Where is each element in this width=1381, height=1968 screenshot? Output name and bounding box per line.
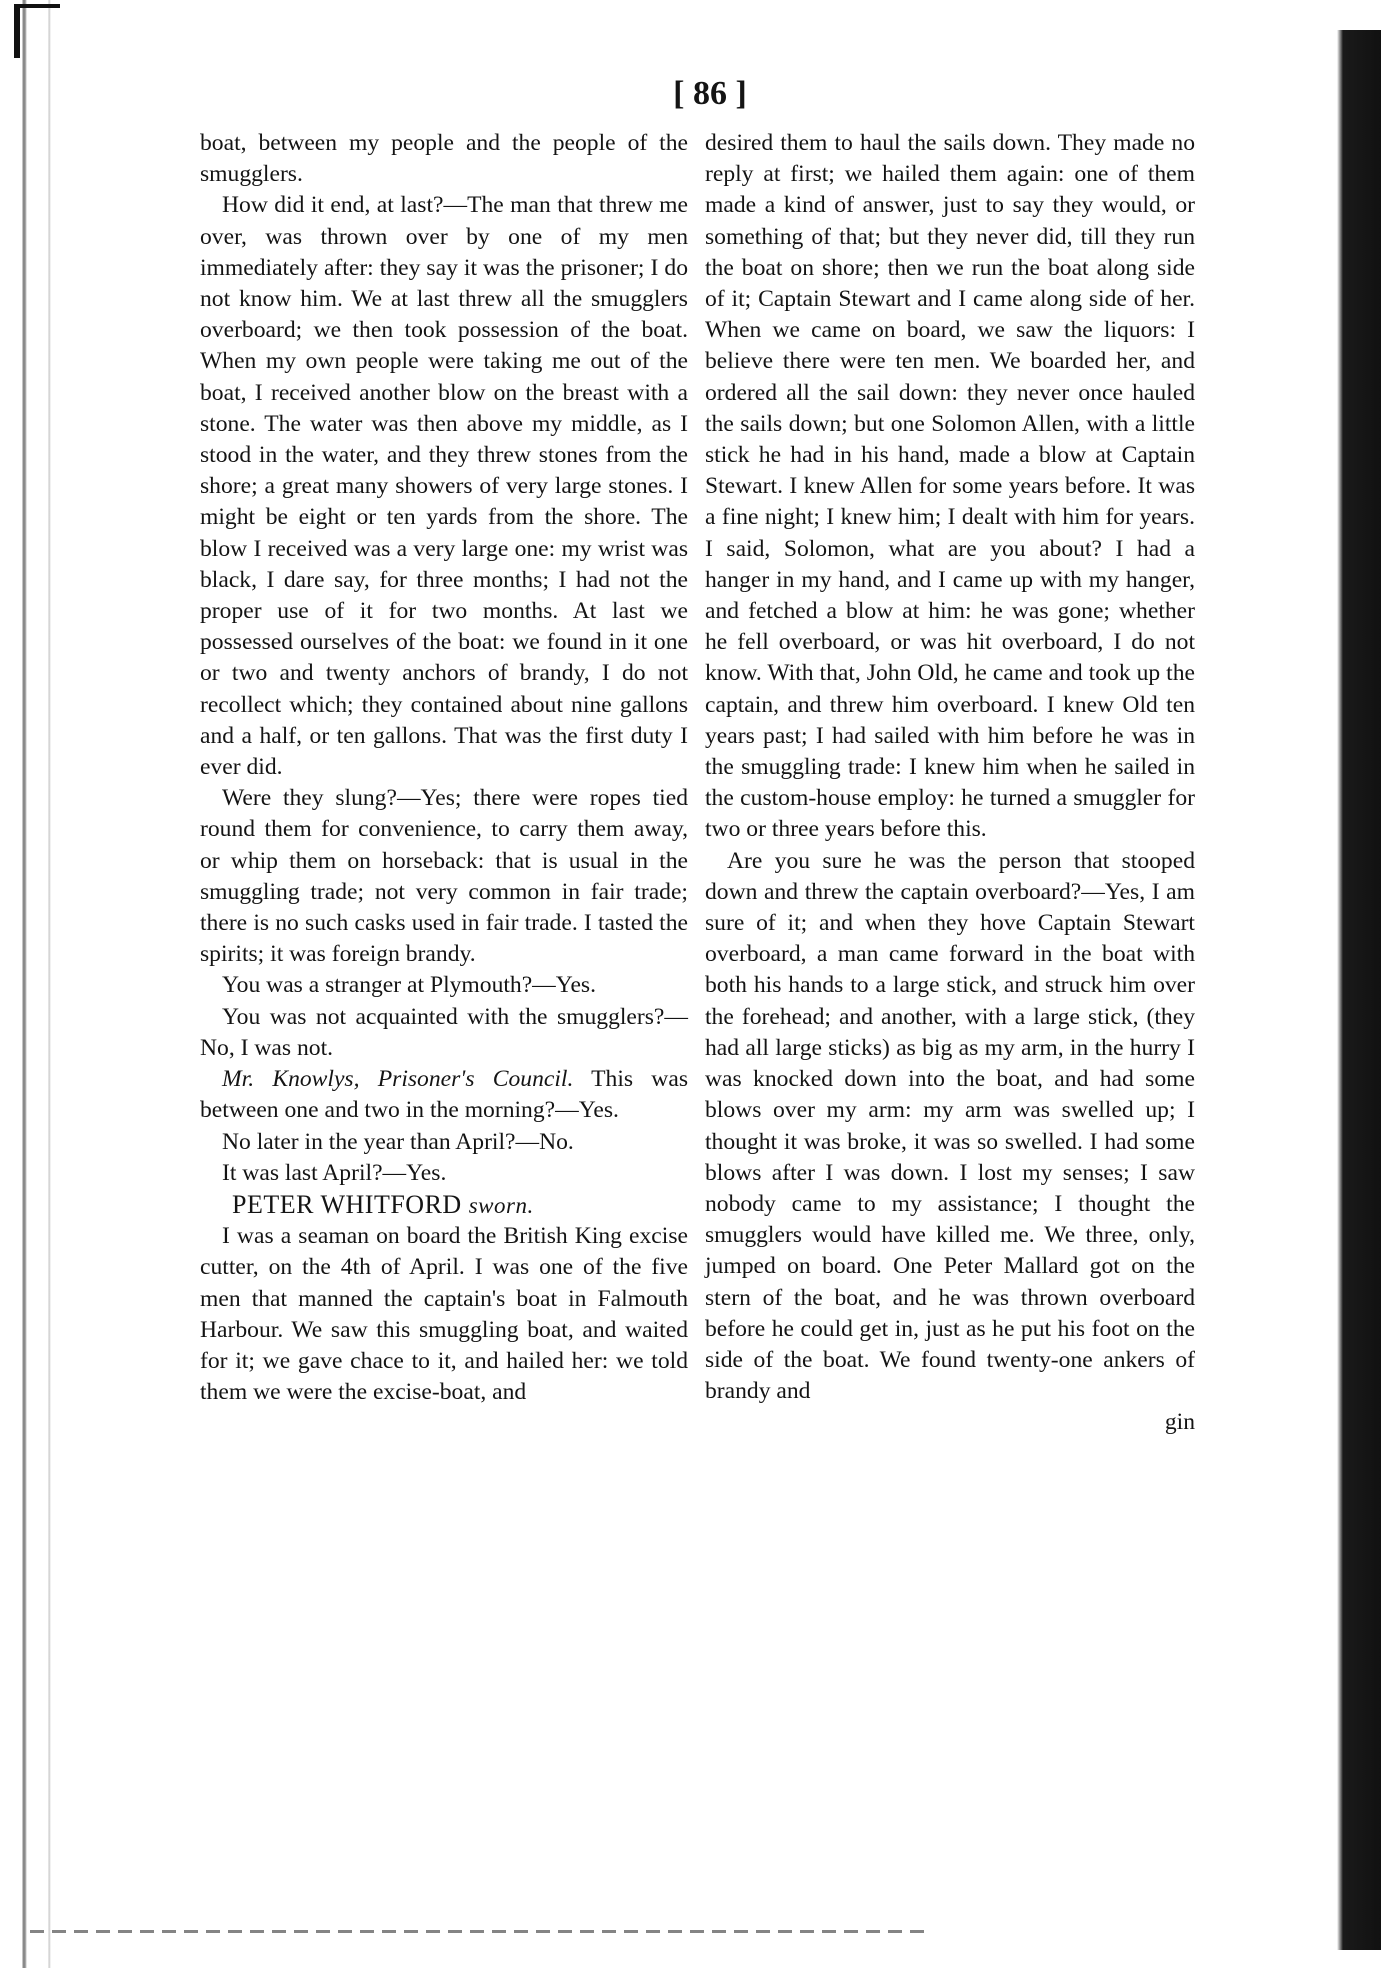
witness-name: PETER WHITFORD: [232, 1189, 462, 1219]
right-column: [705, 128, 1195, 1439]
paragraph: You was a stranger at Plymouth?—Yes.: [222, 972, 597, 999]
paragraph: No later in the year than April?—No.: [222, 1128, 574, 1155]
catchword: gin: [1164, 1409, 1195, 1436]
speaker-name: Mr. Knowlys, Prisoner's Council.: [222, 1066, 574, 1093]
paragraph: [200, 1064, 688, 1126]
paragraph: boat, between my people and the people of the smugglers.: [200, 130, 688, 188]
sworn-label: sworn.: [468, 1192, 534, 1218]
scan-edge-left: [0, 0, 70, 1968]
paragraph: Are you sure he was the person that stooped down and threw the captain overboard?—Yes, I am sure of it; and when they hove Captain Stewart overboard, a man came forward in the boat with both his hands to a large stick, and struck him over the forehead; and another, with a large stick, (they had all large sticks) as big as my arm, in the hurry I was knocked down into the boat, and had some blows over my arm: my arm was swelled up; I thought it was broke, it was so swelled. I had some blows after I was down. I lost my senses; I saw nobody came to my assistance; I thought the smugglers would have killed me. We three, only, jumped on board. One Peter Mallard got on the stern of the boat, and he was thrown overboard before he could get in, just as he put his foot on the side of the boat. We found twenty-one ankers of brandy and: [705, 847, 1195, 1405]
scan-edge-bottom: [30, 1930, 930, 1933]
paragraph-text: This was between one and two in the morning?—Yes.: [200, 1066, 688, 1124]
page-number: [ 86 ]: [673, 75, 747, 112]
paragraph: You was not acquainted with the smugglers?—No, I was not.: [200, 1003, 688, 1061]
witness-heading: [200, 1189, 688, 1221]
scan-corner-mark: [14, 4, 60, 58]
paragraph: How did it end, at last?—The man that threw me over, was thrown over by one of my men immediately after: they say it was the prisoner; I do not know him. We at last threw all the smugglers overboard; we then took possession of the boat. When my own people were taking me out of the boat, I received another blow on the breast with a stone. The water was then above my middle, as I stood in the water, and they threw stones from the shore; a great many showers of very large stones. I might be eight or ten yards from the shore. The blow I received was a very large one: my wrist was black, I dare say, for three months; I had not the proper use of it for two months. At last we possessed ourselves of the boat: we found in it one or two and twenty anchors of brandy, I do not recollect which; they contained about nine gallons and a half, or ten gallons. That was the first duty I ever did.: [200, 192, 688, 781]
scan-edge-right: [1337, 30, 1381, 1950]
paragraph: desired them to haul the sails down. They made no reply at first; we hailed them again: one of them made a kind of answer, just to say they would, or something of that; but they never did, till they run the boat on shore; then we run the boat along side of it; Captain Stewart and I came along side of her. When we came on board, we saw the liquors: I believe there were ten men. We boarded her, and ordered all the sail down: they never once hauled the sails down; but one Solomon Allen, with a little stick he had in his hand, made a blow at Captain Stewart. I knew Allen for some years before. It was a fine night; I knew him; I dealt with him for years. I said, Solomon, what are you about? I had a hanger in my hand, and I came up with my hanger, and fetched a blow at him: he was gone; whether he fell overboard, or was hit overboard, I do not know. With that, John Old, he came and took up the captain, and threw him overboard. I knew Old ten years past; I had sailed with him before he was in the smuggling trade: I knew him when he sailed in the custom-house employ: he turned a smuggler for two or three years before this.: [705, 130, 1195, 843]
paragraph: I was a seaman on board the British King excise cutter, on the 4th of April. I was one of the five men that manned the captain's boat in Falmouth Harbour. We saw this smuggling boat, and waited for it; we gave chace to it, and hailed her: we told them we were the excise-boat, and: [200, 1223, 688, 1406]
left-column: [200, 128, 688, 1408]
paragraph: Were they slung?—Yes; there were ropes tied round them for convenience, to carry them away, or whip them on horseback: that is usual in the smuggling trade; not very common in fair trade; there is no such casks used in fair trade. I tasted the spirits; it was foreign brandy.: [200, 785, 688, 968]
paragraph: It was last April?—Yes.: [222, 1159, 447, 1186]
